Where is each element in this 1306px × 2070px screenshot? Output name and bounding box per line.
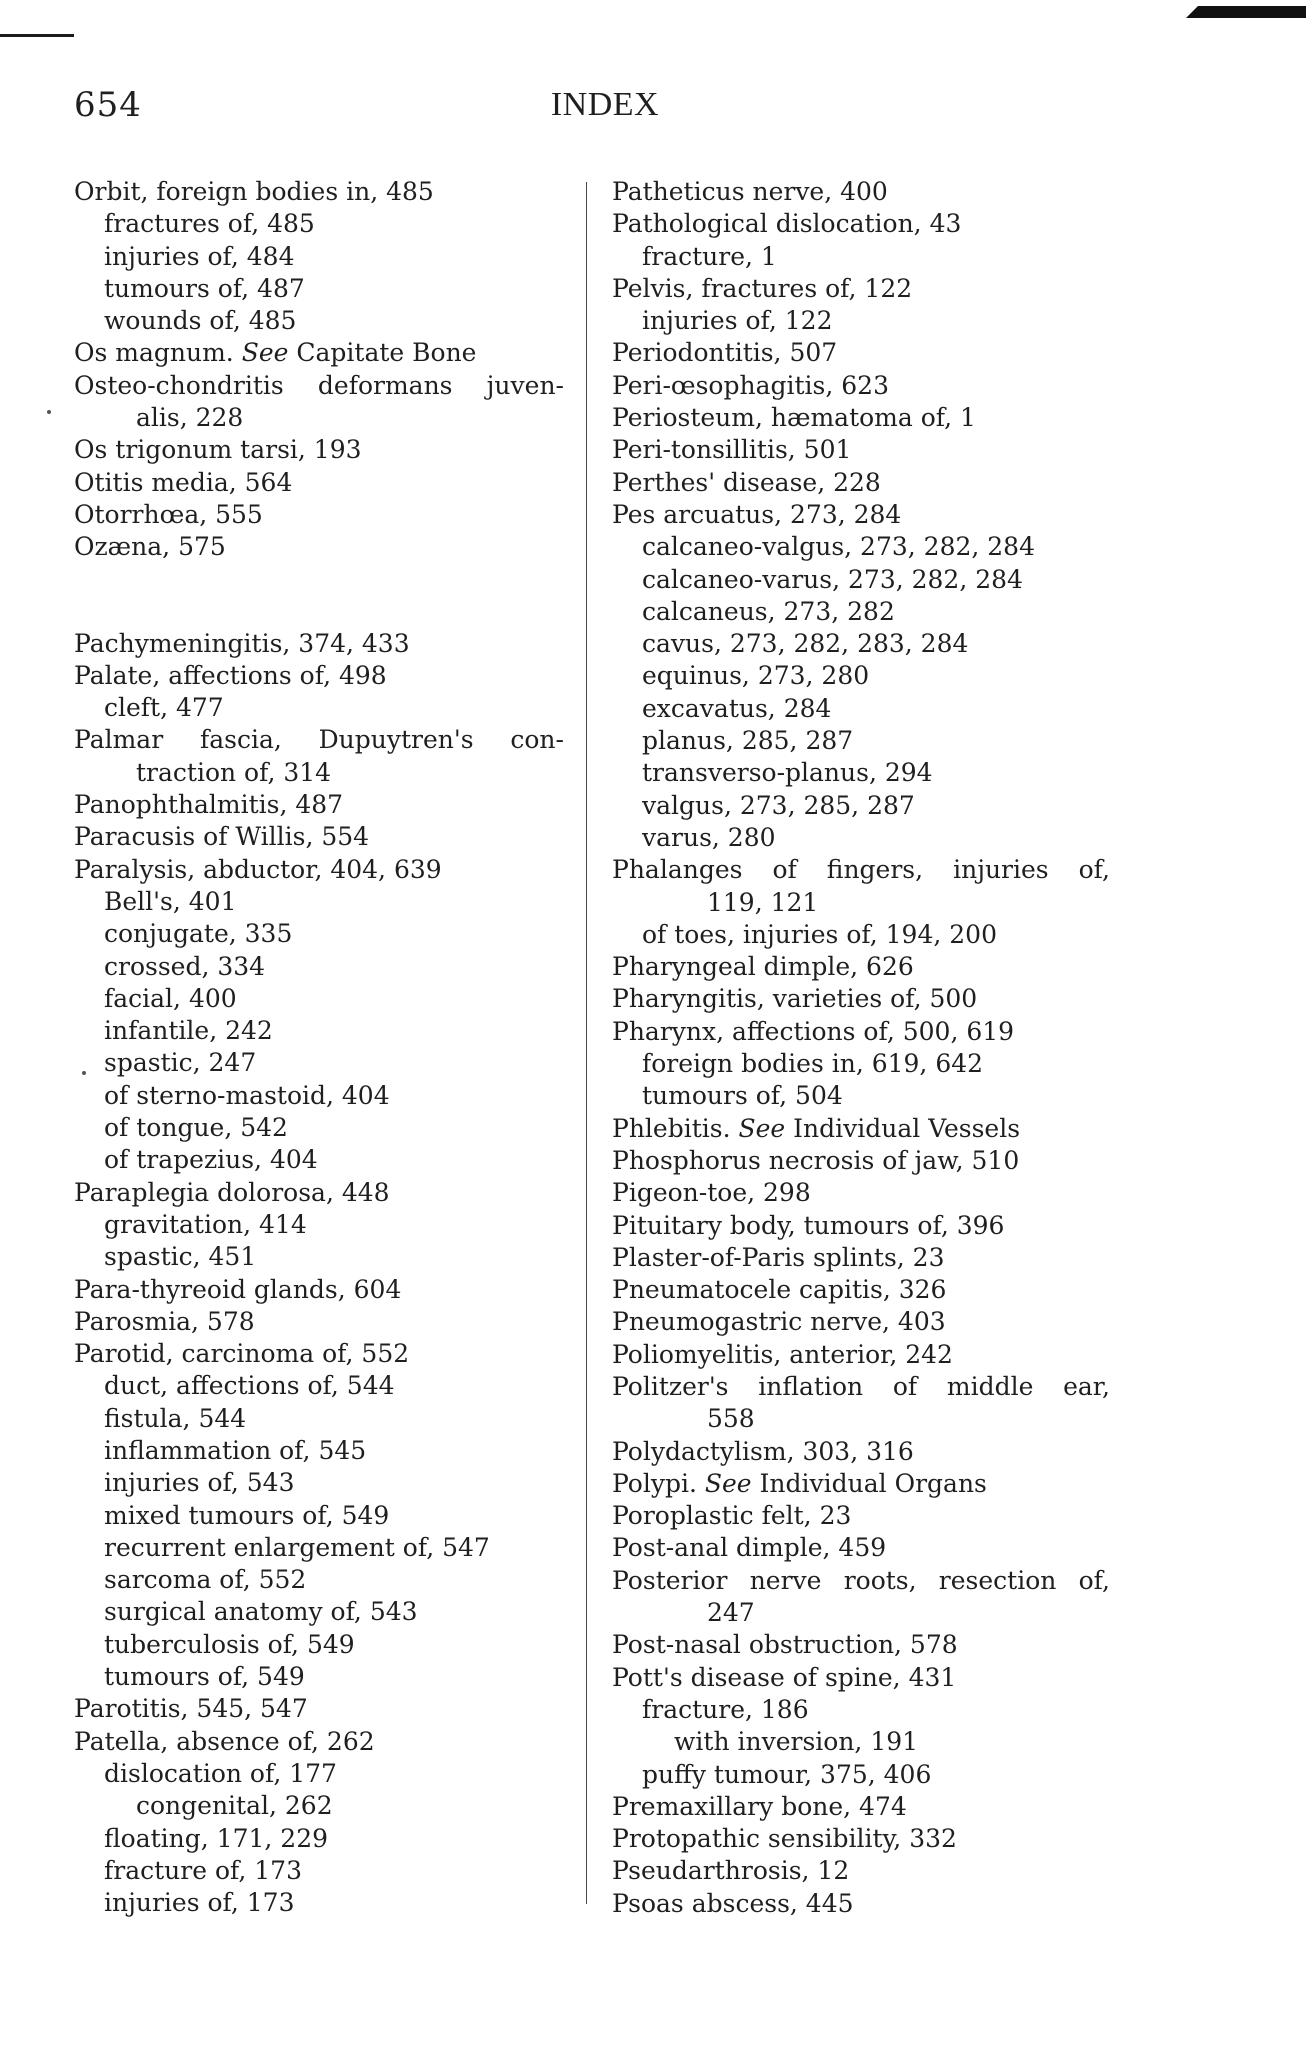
index-word: fascia, (199, 725, 282, 755)
index-entry: cleft, 477 (104, 693, 224, 723)
index-word: juven- (486, 370, 564, 400)
index-entry: infantile, 242 (104, 1016, 273, 1046)
index-entry: spastic, 451 (104, 1242, 257, 1272)
page-number: 654 (74, 85, 142, 125)
index-entry: tumours of, 504 (642, 1081, 843, 1111)
index-entry: Poroplastic felt, 23 (612, 1501, 852, 1531)
index-entry (74, 337, 564, 369)
index-entry: Post-anal dimple, 459 (612, 1533, 887, 1563)
index-entry: Post-nasal obstruction, 578 (612, 1630, 958, 1660)
index-entry: Peri-œsophagitis, 623 (612, 370, 889, 400)
index-entry: Pelvis, fractures of, 122 (612, 273, 913, 303)
index-entry: Otorrhœa, 555 (74, 499, 263, 529)
index-entry: fracture, 186 (642, 1694, 809, 1724)
index-entry: injuries of, 173 (104, 1888, 295, 1918)
index-entry: mixed tumours of, 549 (104, 1500, 390, 1530)
index-entry-justified (74, 370, 564, 402)
index-word: middle (946, 1371, 1034, 1401)
index-entry-text: Phlebitis. (612, 1113, 739, 1143)
index-entry: Pseudarthrosis, 12 (612, 1856, 850, 1886)
index-word: of, (1078, 855, 1110, 885)
index-entry-text: Polypi. (612, 1468, 705, 1498)
index-word: Palmar (74, 725, 164, 755)
index-entry: Periosteum, hæmatoma of, 1 (612, 403, 976, 433)
index-entry: with inversion, 191 (674, 1727, 919, 1757)
index-entry: calcaneo-varus, 273, 282, 284 (642, 564, 1023, 594)
index-entry: Os trigonum tarsi, 193 (74, 435, 362, 465)
index-entry: Paraplegia dolorosa, 448 (74, 1177, 390, 1207)
index-word: of (772, 855, 797, 885)
index-entry: spastic, 247 (104, 1048, 257, 1078)
index-entry: tumours of, 487 (104, 273, 305, 303)
see-reference: See (738, 1113, 786, 1143)
index-entry: Pachymeningitis, 374, 433 (74, 628, 410, 658)
index-entry: Psoas abscess, 445 (612, 1888, 854, 1918)
index-entry: planus, 285, 287 (642, 726, 854, 756)
index-entry: fistula, 544 (104, 1403, 247, 1433)
index-entry: Parosmia, 578 (74, 1306, 255, 1336)
index-word: Osteo-chondritis (74, 370, 284, 400)
index-entry: Premaxillary bone, 474 (612, 1791, 907, 1821)
index-entry: dislocation of, 177 (104, 1758, 337, 1788)
right-index-column (612, 176, 1110, 1920)
index-entry-text: Os magnum. (74, 338, 242, 368)
index-word: ear, (1063, 1371, 1110, 1401)
see-reference: See (704, 1468, 752, 1498)
index-entry: fracture of, 173 (104, 1855, 302, 1885)
see-reference: See (241, 338, 289, 368)
index-entry: transverso-planus, 294 (642, 758, 933, 788)
index-entry: 119, 121 (707, 887, 819, 917)
index-entry: equinus, 273, 280 (642, 661, 870, 691)
index-word: Posterior (612, 1565, 728, 1595)
index-entry: puffy tumour, 375, 406 (642, 1759, 932, 1789)
index-entry: wounds of, 485 (104, 306, 297, 336)
index-entry-justified (612, 1371, 1110, 1403)
index-entry: Ozæna, 575 (74, 532, 226, 562)
index-entry: alis, 228 (136, 403, 244, 433)
index-entry: Palate, affections of, 498 (74, 660, 387, 690)
index-entry: fractures of, 485 (104, 209, 315, 239)
index-entry: Para-thyreoid glands, 604 (74, 1274, 402, 1304)
index-word: of (892, 1371, 918, 1401)
index-entry: calcaneo-valgus, 273, 282, 284 (642, 532, 1035, 562)
index-word: con- (510, 725, 564, 755)
index-word: deformans (317, 370, 453, 400)
scan-speck (82, 1071, 86, 1075)
index-entry: 558 (707, 1404, 755, 1434)
index-entry: traction of, 314 (136, 757, 332, 787)
index-entry: Pharynx, affections of, 500, 619 (612, 1016, 1015, 1046)
index-word: Politzer's (612, 1371, 729, 1401)
index-entry: gravitation, 414 (104, 1209, 307, 1239)
scan-speck (47, 410, 51, 414)
index-entry: injuries of, 543 (104, 1468, 295, 1498)
index-entry: Paralysis, abductor, 404, 639 (74, 854, 442, 884)
reference-target: Individual Vessels (785, 1113, 1021, 1143)
reference-target: Individual Organs (751, 1468, 987, 1498)
index-entry: varus, 280 (642, 822, 776, 852)
index-entry: cavus, 273, 282, 283, 284 (642, 629, 969, 659)
index-entry: Parotid, carcinoma of, 552 (74, 1339, 410, 1369)
index-entry: of sterno-mastoid, 404 (104, 1080, 390, 1110)
index-entry: surgical anatomy of, 543 (104, 1597, 418, 1627)
index-entry: Perthes' disease, 228 (612, 467, 881, 497)
index-entry: Pott's disease of spine, 431 (612, 1662, 957, 1692)
index-entry: injuries of, 484 (104, 241, 295, 271)
index-entry: Phosphorus necrosis of jaw, 510 (612, 1145, 1020, 1175)
index-entry: Peri-tonsillitis, 501 (612, 435, 852, 465)
index-word: Phalanges (612, 855, 743, 885)
scan-edge-mark-left (0, 34, 74, 37)
index-entry: of toes, injuries of, 194, 200 (642, 919, 997, 949)
index-entry-justified (612, 854, 1110, 886)
left-index-column (74, 176, 564, 1919)
index-entry: Pituitary body, tumours of, 396 (612, 1210, 1005, 1240)
index-entry: congenital, 262 (136, 1791, 333, 1821)
index-entry: floating, 171, 229 (104, 1823, 328, 1853)
index-word: injuries (953, 855, 1049, 885)
index-entry: Panophthalmitis, 487 (74, 790, 344, 820)
column-divider (586, 182, 587, 1904)
index-entry: Plaster-of-Paris splints, 23 (612, 1242, 945, 1272)
index-entry: Pathological dislocation, 43 (612, 209, 962, 239)
index-entry-justified (612, 1565, 1110, 1597)
index-entry-justified (74, 724, 564, 756)
scan-edge-mark-right (1186, 0, 1306, 18)
index-entry: tuberculosis of, 549 (104, 1629, 355, 1659)
index-entry: Bell's, 401 (104, 886, 237, 916)
index-entry: Otitis media, 564 (74, 467, 293, 497)
page-header (0, 82, 1306, 128)
index-entry: crossed, 334 (104, 951, 266, 981)
index-entry: sarcoma of, 552 (104, 1565, 307, 1595)
reference-target: Capitate Bone (288, 338, 477, 368)
index-entry: tumours of, 549 (104, 1662, 305, 1692)
index-entry: Pneumogastric nerve, 403 (612, 1307, 946, 1337)
index-word: of, (1078, 1565, 1110, 1595)
index-word: roots, (843, 1565, 917, 1595)
page-title: INDEX (550, 86, 660, 123)
index-entry: Patella, absence of, 262 (74, 1726, 375, 1756)
index-entry: valgus, 273, 285, 287 (642, 790, 915, 820)
index-entry: facial, 400 (104, 983, 237, 1013)
index-entry: Pneumatocele capitis, 326 (612, 1275, 947, 1305)
index-word: resection (938, 1565, 1057, 1595)
index-entry: Pharyngitis, varieties of, 500 (612, 984, 978, 1014)
index-entry: Pigeon-toe, 298 (612, 1178, 811, 1208)
index-entry: conjugate, 335 (104, 919, 293, 949)
index-entry: Pes arcuatus, 273, 284 (612, 499, 902, 529)
index-entry: of tongue, 542 (104, 1113, 288, 1143)
index-entry: Parotitis, 545, 547 (74, 1694, 308, 1724)
index-entry: Orbit, foreign bodies in, 485 (74, 177, 434, 206)
index-entry: injuries of, 122 (642, 306, 833, 336)
index-entry: calcaneus, 273, 282 (642, 596, 895, 626)
index-entry: Poliomyelitis, anterior, 242 (612, 1339, 953, 1369)
index-entry: of trapezius, 404 (104, 1145, 318, 1175)
index-entry: excavatus, 284 (642, 693, 832, 723)
section-gap (74, 564, 564, 628)
index-word: Dupuytren's (318, 725, 474, 755)
index-entry: inflammation of, 545 (104, 1435, 367, 1465)
index-entry: foreign bodies in, 619, 642 (642, 1049, 984, 1079)
index-entry (612, 1468, 1110, 1500)
index-entry: fracture, 1 (642, 241, 777, 271)
index-word: nerve (749, 1565, 822, 1595)
index-entry: Periodontitis, 507 (612, 338, 838, 368)
index-entry: Polydactylism, 303, 316 (612, 1436, 914, 1466)
index-entry: 247 (707, 1598, 755, 1628)
index-entry: Patheticus nerve, 400 (612, 177, 888, 206)
index-word: fingers, (826, 855, 924, 885)
index-entry: Paracusis of Willis, 554 (74, 822, 370, 852)
index-entry (612, 1113, 1110, 1145)
index-entry: recurrent enlargement of, 547 (104, 1532, 490, 1562)
index-entry: Pharyngeal dimple, 626 (612, 952, 914, 982)
index-word: inflation (758, 1371, 864, 1401)
index-entry: duct, affections of, 544 (104, 1371, 395, 1401)
index-entry: Protopathic sensibility, 332 (612, 1824, 957, 1854)
